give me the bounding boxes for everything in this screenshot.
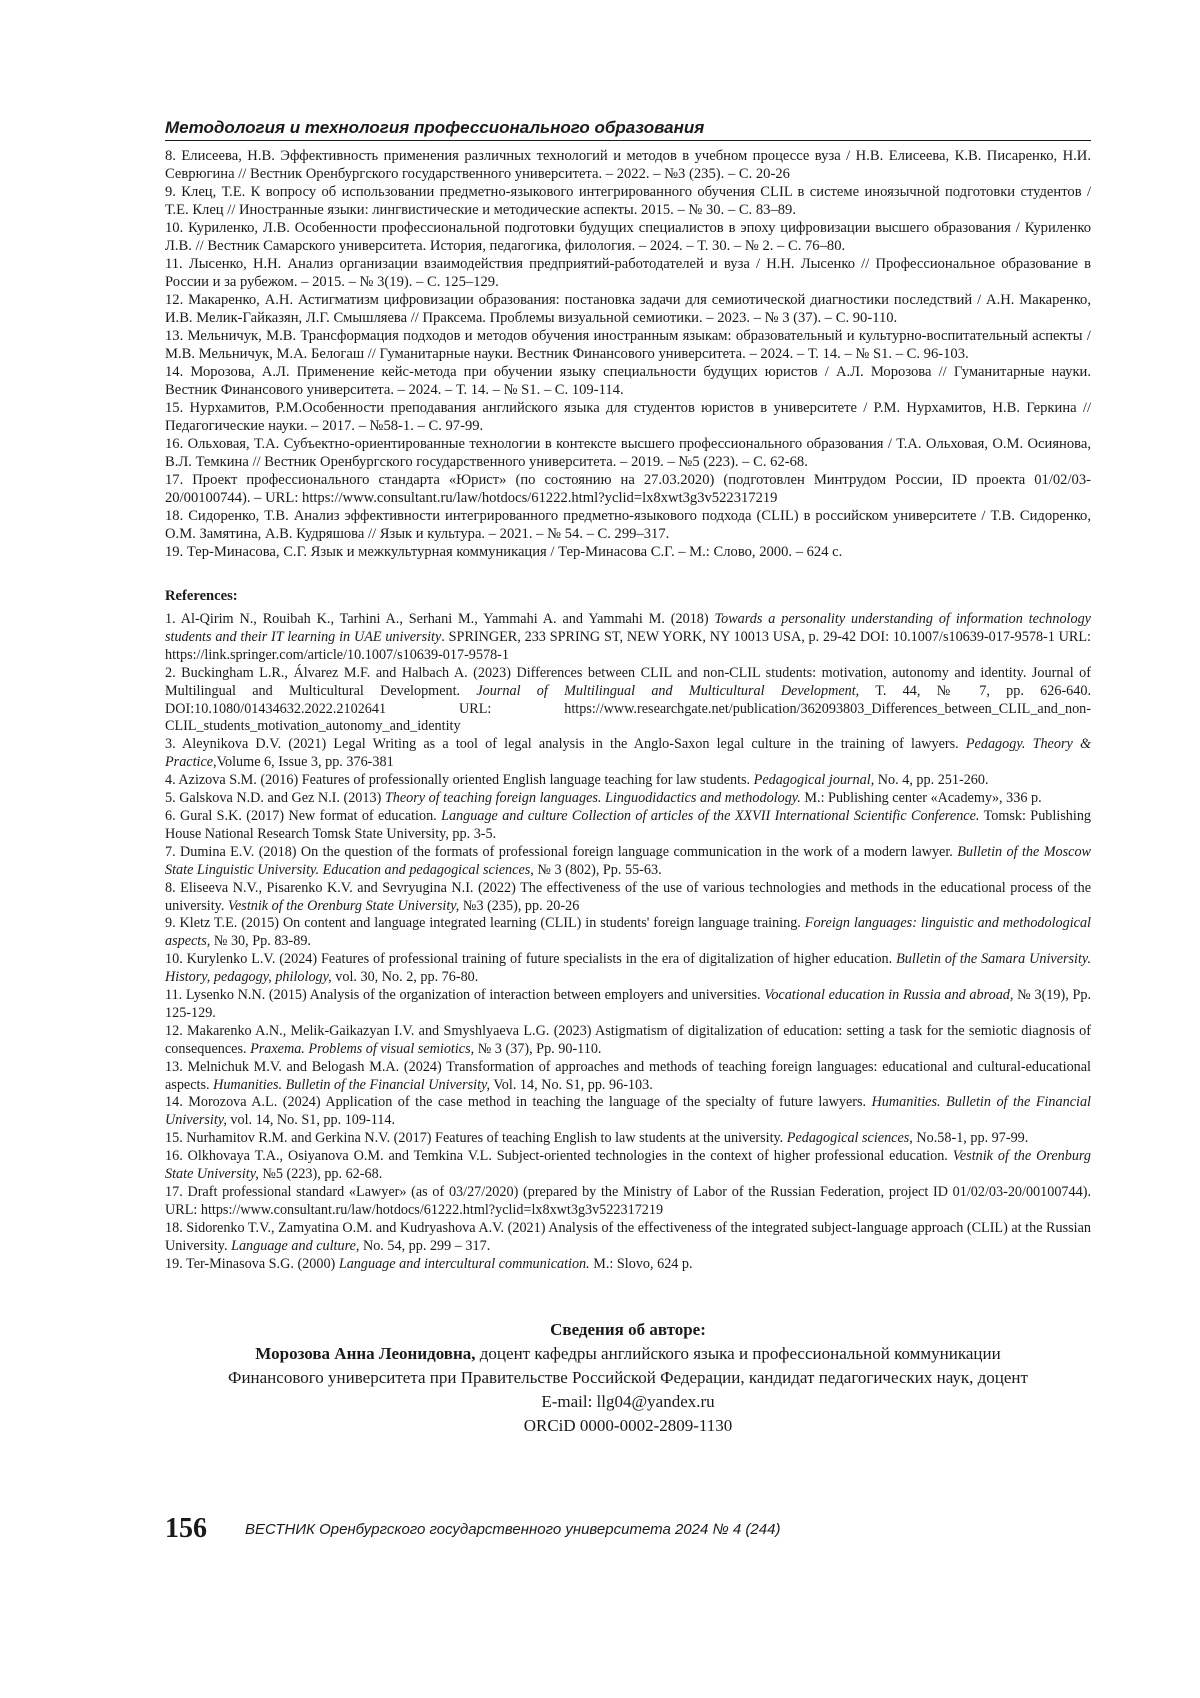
reference-details: Tomsk: Publishing House National Research Tomsk State University, pp. 3-5. — [165, 807, 1092, 842]
reference-details: No.58-1, pp. 97-99. — [912, 1130, 1029, 1147]
en-reference-item — [165, 1094, 1091, 1130]
reference-details: № 3(19), Pp. 125-129. — [165, 987, 1091, 1021]
reference-source: Pedagogy. Theory & Practice, — [165, 736, 1091, 771]
en-reference-item — [165, 772, 1091, 790]
reference-source: Language and intercultural communication. — [338, 1255, 590, 1272]
reference-source: Theory of teaching foreign languages. Linguodidactics and methodology. — [384, 790, 801, 807]
reference-source: Towards a personality understanding of information technology students and their IT learning in UAE university — [165, 611, 1091, 645]
reference-source: Language and culture Collection of articles of the XXVII International Scientific Conference. — [441, 807, 980, 824]
reference-details: No. 54, pp. 299 – 317. — [359, 1237, 491, 1254]
reference-source: Journal of Multilingual and Multicultural Development, — [476, 682, 860, 699]
page-number: 156 — [165, 1513, 207, 1544]
ru-reference-item: 14. Морозова, А.Л. Применение кейс-метода при обучении языку специальности будущих юристов / А.Л. Морозова // Гуманитарные науки. Вестник Финансового университета. – 2024. – Т. 14. – № S1. – С. 109-114. — [165, 364, 1091, 398]
ru-reference-item: 17. Проект профессионального стандарта «Юрист» (по состоянию на 27.03.2020) (подготовлен Минтрудом России, ID проекта 01/02/03-20/00100744). – URL: https://www.consultant.ru/law/hotdocs/61222.html?yclid=lx8xwt3g3v522317219 — [165, 472, 1091, 506]
reference-details: vol. 30, No. 2, pp. 76-80. — [331, 969, 479, 986]
reference-details: T. 44, № 7, pp. 626-640. DOI:10.1080/01434632.2022.2102641 URL: https://www.researchgate.net/publication/362093803_Differences_between_CLIL_and_non-CLIL_students_motivation_autonomy_and_identity — [165, 682, 1091, 735]
ru-reference-item: 13. Мельничук, М.В. Трансформация подходов и методов обучения иностранным языкам: образовательный и культурно-воспитательный аспекты / М.В. Мельничук, М.А. Белогаш // Гуманитарные науки. Вестник Финансового университета. – 2024. – Т. 14. – № S1. – С. 96-103. — [165, 328, 1091, 362]
reference-text: 6. Gural S.K. (2017) New format of education. — [165, 807, 442, 824]
reference-source: Vestnik of the Orenburg State University, — [227, 897, 460, 914]
reference-details: M.: Publishing center «Academy», 336 p. — [800, 790, 1042, 807]
reference-source: Pedagogical journal, — [753, 772, 875, 789]
ru-reference-item: 18. Сидоренко, Т.В. Анализ эффективности интегрированного предметно-языкового подхода (CLIL) в российском университете / Т.В. Сидоренко, О.М. Замятина, А.В. Кудряшова // Язык и культура. – 2021. – № 54. – С. 299–317. — [165, 508, 1091, 542]
author-info — [165, 1318, 1091, 1438]
reference-text: 4. Azizova S.M. (2016) Features of professionally oriented English language teaching for law students. — [165, 772, 754, 789]
ru-reference-item: 16. Ольховая, Т.А. Субъектно-ориентированные технологии в контексте высшего профессионального образования / Т.А. Ольховая, О.М. Осиянова, В.Л. Темкина // Вестник Оренбургского государственного университета. – 2019. – №5 (223). – С. 62-68. — [165, 436, 1091, 470]
reference-source: Humanities. Bulletin of the Financial University, — [213, 1076, 491, 1093]
en-reference-item — [165, 1059, 1091, 1095]
reference-text: 13. Melnichuk M.V. and Belogash M.A. (2024) Transformation of approaches and methods of teaching foreign languages: educational and cultural-educational aspects. — [165, 1058, 1091, 1093]
en-reference-item — [165, 844, 1091, 880]
en-reference-item — [165, 665, 1091, 737]
ru-reference-item: 12. Макаренко, А.Н. Астигматизм цифровизации образования: постановка задачи для семиотической диагностики последствий / А.Н. Макаренко, И.В. Мелик-Гайказян, Л.Г. Смышляева // Праксема. Проблемы визуальной семиотики. – 2023. – № 3 (37). – С. 90-110. — [165, 292, 1091, 326]
reference-text: 18. Sidorenko T.V., Zamyatina O.M. and Kudryashova A.V. (2021) Analysis of the effectiveness of the integrated subject-language approach (CLIL) at the Russian University. — [165, 1219, 1091, 1254]
author-position: доцент кафедры английского языка и профессиональной коммуникации — [475, 1343, 1001, 1363]
reference-text: 1. Al-Qirim N., Rouibah K., Tarhini A., Serhani M., Yammahi A. and Yammahi M. (2018) — [165, 611, 715, 627]
ru-reference-item: 11. Лысенко, Н.Н. Анализ организации взаимодействия предприятий-работодателей и вуза / Н.Н. Лысенко // Профессиональное образование в России и за рубежом. – 2015. – № 3(19). – С. 125–129. — [165, 256, 1091, 290]
ru-reference-item: 9. Клец, Т.Е. К вопросу об использовании предметно-языкового интегрированного обучения CLIL в системе иноязычной подготовки студентов / Т.Е. Клец // Иностранные языки: лингвистические и методические аспекты. 2015. – № 30. – С. 83–89. — [165, 184, 1091, 218]
en-reference-item — [165, 1130, 1091, 1148]
reference-text: 8. Eliseeva N.V., Pisarenko K.V. and Sevryugina N.I. (2022) The effectiveness of the use of various technologies and methods in the educational process of the university. — [165, 879, 1091, 914]
reference-details: Volume 6, Issue 3, pp. 376-381 — [216, 754, 394, 771]
en-reference-list — [165, 611, 1091, 1274]
reference-details: №3 (235), pp. 20-26 — [459, 897, 580, 914]
reference-source: Pedagogical sciences, — [786, 1130, 913, 1147]
author-email: E-mail: llg04@yandex.ru — [541, 1391, 715, 1411]
reference-details: № 3 (37), Pp. 90-110. — [474, 1040, 602, 1057]
reference-text: 16. Olkhovaya T.A., Osiyanova O.M. and Temkina V.L. Subject-oriented technologies in the context of higher professional education. — [165, 1148, 953, 1165]
en-reference-item — [165, 880, 1091, 916]
reference-details: vol. 14, No. S1, pp. 109-114. — [226, 1112, 396, 1129]
reference-details: №5 (223), pp. 62-68. — [258, 1166, 383, 1183]
en-reference-item — [165, 1184, 1091, 1220]
reference-source: Language and culture, — [231, 1237, 360, 1254]
author-heading: Сведения об авторе: — [550, 1319, 706, 1339]
reference-text: 12. Makarenko A.N., Melik-Gaikazyan I.V. and Smyshlyaeva L.G. (2023) Astigmatism of digitalization of education: setting a task for the semiotic diagnosis of consequences. — [165, 1022, 1091, 1057]
en-reference-item — [165, 987, 1091, 1023]
reference-text: 15. Nurhamitov R.M. and Gerkina N.V. (2017) Features of teaching English to law students at the university. — [165, 1130, 787, 1147]
running-head: Методология и технология профессионального образования — [165, 118, 1091, 141]
reference-source: Bulletin of the Moscow State Linguistic University. Education and pedagogical sciences, — [165, 843, 1091, 878]
reference-source: Foreign languages: linguistic and methodological aspects, — [165, 915, 1091, 950]
reference-details: № 30, Pp. 83-89. — [210, 933, 311, 950]
page-footer — [165, 1512, 1091, 1546]
reference-details: M.: Slovo, 624 p. — [589, 1255, 693, 1272]
en-reference-item — [165, 790, 1091, 808]
reference-source: Bulletin of the Samara University. History, pedagogy, philology, — [165, 951, 1091, 986]
reference-text: 3. Aleynikova D.V. (2021) Legal Writing as a tool of legal analysis in the Anglo-Saxon legal culture in the training of lawyers. — [165, 736, 966, 753]
reference-text: 9. Kletz T.E. (2015) On content and language integrated learning (CLIL) in students' foreign language training. — [165, 915, 805, 932]
reference-details: . SPRINGER, 233 SPRING ST, NEW YORK, NY 10013 USA, p. 29-42 DOI: 10.1007/s10639-017-9578-1 URL: https://link.springer.com/article/10.1007/s10639-017-9578-1 — [165, 628, 1091, 663]
ru-reference-item: 15. Нурхамитов, Р.М.Особенности преподавания английского языка для студентов юристов в университете / Р.М. Нурхамитов, Н.В. Геркина // Педагогические науки. – 2017. – №58-1. – С. 97-99. — [165, 400, 1091, 434]
reference-text: 17. Draft professional standard «Lawyer» (as of 03/27/2020) (prepared by the Ministry of Labor of the Russian Federation, project ID 01/02/03-20/00100744). URL: https://www.consultant.ru/law/hotdocs/61222.html?yclid=lx8xwt3g3v522317219 — [165, 1184, 1091, 1218]
en-reference-item — [165, 736, 1091, 772]
en-reference-item — [165, 1256, 1091, 1274]
reference-text: 11. Lysenko N.N. (2015) Analysis of the organization of interaction between employers and universities. — [165, 987, 765, 1004]
ru-reference-item: 19. Тер-Минасова, С.Г. Язык и межкультурная коммуникация / Тер-Минасова С.Г. – М.: Слово, 2000. – 624 с. — [165, 544, 843, 560]
en-reference-item — [165, 1148, 1091, 1184]
ru-reference-item: 10. Куриленко, Л.В. Особенности профессиональной подготовки будущих специалистов в эпоху цифровизации высшего образования / Куриленко Л.В. // Вестник Самарского университета. История, педагогика, филология. – 2024. – Т. 30. – № 2. – С. 76–80. — [165, 220, 1091, 254]
page-body — [165, 118, 1091, 1438]
reference-text: 7. Dumina E.V. (2018) On the question of the formats of professional foreign language communication in the work of a modern lawyer. — [165, 843, 958, 860]
en-reference-item — [165, 611, 1091, 665]
reference-source: Praxema. Problems of visual semiotics, — [250, 1040, 475, 1057]
reference-text: 19. Ter-Minasova S.G. (2000) — [165, 1255, 339, 1272]
references-heading: References: — [165, 588, 238, 604]
en-reference-item — [165, 1023, 1091, 1059]
ru-reference-item: 8. Елисеева, Н.В. Эффективность применения различных технологий и методов в учебном процессе вуза / Н.В. Елисеева, К.В. Писаренко, Н.И. Севрюгина // Вестник Оренбургского государственного университета. – 2022. – №3 (235). – С. 20-26 — [165, 148, 1091, 182]
en-reference-item — [165, 808, 1091, 844]
en-reference-item — [165, 1220, 1091, 1256]
author-line-1 — [165, 1342, 1091, 1366]
reference-source: Vocational education in Russia and abroad, — [764, 987, 1014, 1004]
reference-source: Humanities. Bulletin of the Financial University, — [165, 1094, 1091, 1129]
reference-source: Vestnik of the Orenburg State University, — [165, 1148, 1091, 1183]
en-reference-item — [165, 915, 1091, 951]
reference-text: 10. Kurylenko L.V. (2024) Features of professional training of future specialists in the era of digitalization of higher education. — [165, 951, 897, 968]
reference-details: Vol. 14, No. S1, pp. 96-103. — [490, 1076, 653, 1093]
author-orcid: ORCiD 0000-0002-2809-1130 — [523, 1415, 733, 1435]
author-name: Морозова Анна Леонидовна, — [255, 1343, 476, 1363]
journal-title: ВЕСТНИК Оренбургского государственного университета 2024 № 4 (244) — [245, 1520, 781, 1538]
author-line-2: Финансового университета при Правительстве Российской Федерации, кандидат педагогических наук, доцент — [228, 1367, 1028, 1387]
ru-reference-list — [165, 147, 1091, 561]
reference-text: 14. Morozova A.L. (2024) Application of the case method in teaching the language of the specialty of future lawyers. — [165, 1094, 872, 1111]
reference-text: 5. Galskova N.D. and Gez N.I. (2013) — [165, 790, 385, 807]
reference-text: 2. Buckingham L.R., Álvarez M.F. and Halbach A. (2023) Differences between CLIL and non-CLIL students: motivation, autonomy and identity. Journal of Multilingual and Multicultural Development. — [165, 664, 1091, 699]
en-reference-item — [165, 951, 1091, 987]
reference-details: No. 4, pp. 251-260. — [874, 772, 989, 789]
reference-details: № 3 (802), Pp. 55-63. — [533, 861, 662, 878]
